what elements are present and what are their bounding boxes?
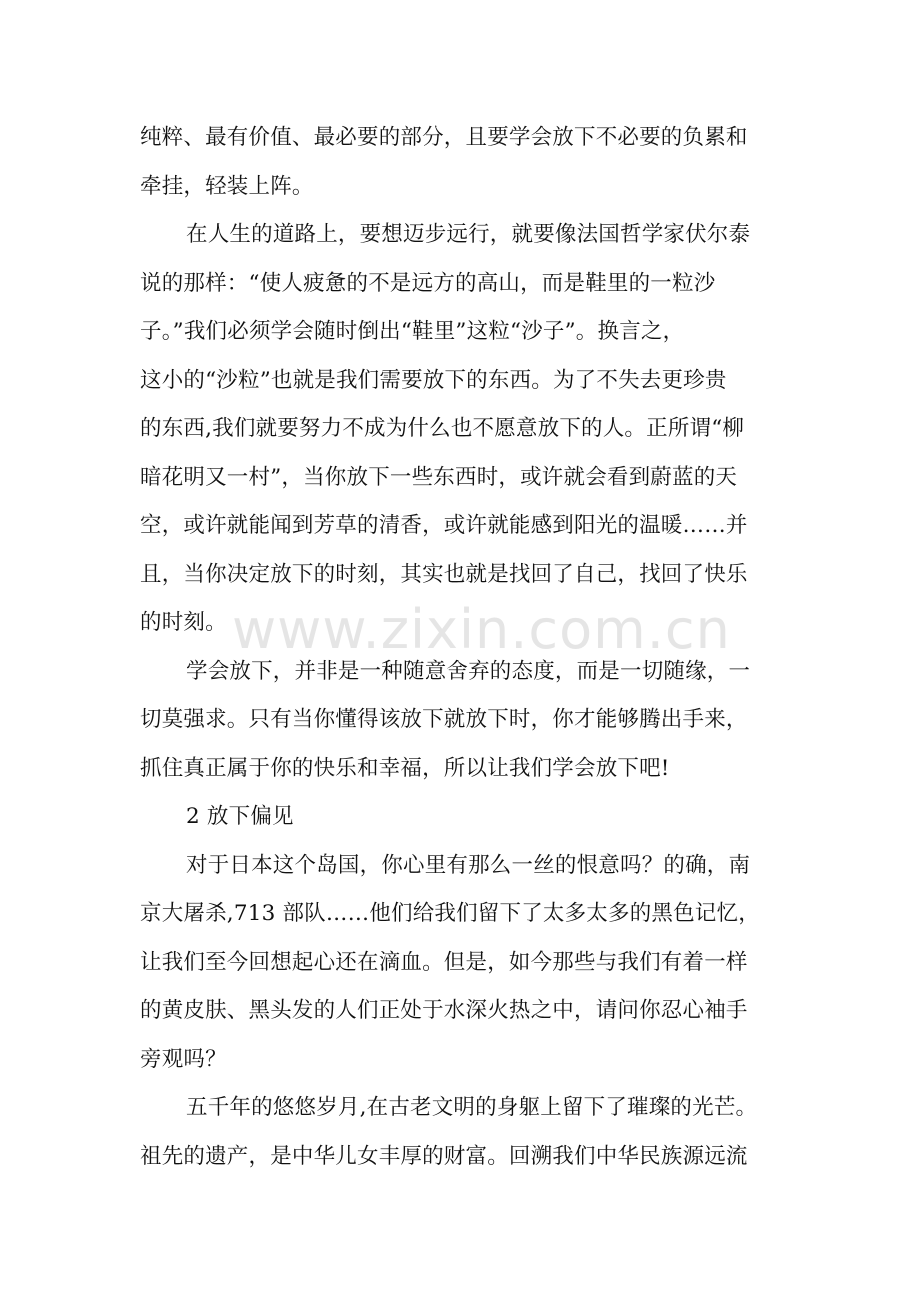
paragraph-5-line-1: 五千年的悠悠岁月,在古老文明的身躯上留下了璀璨的光芒。 xyxy=(186,1095,758,1120)
paragraph-2-line-4: 这小的“沙粒”也就是我们需要放下的东西。为了不失去更珍贵 xyxy=(140,367,727,393)
paragraph-2-line-8: 且，当你决定放下的时刻，其实也就是找回了自己，找回了快乐 xyxy=(140,561,748,587)
paragraph-2-line-6: 暗花明又一村”，当你放下一些东西时，或许就会看到蔚蓝的天 xyxy=(140,464,738,490)
paragraph-2-line-5: 的东西,我们就要努力不成为什么也不愿意放下的人。正所谓“柳 xyxy=(140,416,745,441)
paragraph-2-line-1: 在人生的道路上，要想迈步远行，就要像法国哲学家伏尔泰 xyxy=(186,222,751,247)
watermark-text: www.zixin.com.cn xyxy=(232,598,731,661)
text-line-2: 牵挂，轻装上阵。 xyxy=(140,173,314,199)
paragraph-2-line-3: 子。”我们必须学会随时倒出“鞋里”这粒“沙子”。换言之， xyxy=(140,319,685,344)
paragraph-2-line-7: 空，或许就能闻到芳草的清香，或许就能感到阳光的温暖……并 xyxy=(140,513,748,538)
document-body xyxy=(140,114,785,1181)
paragraph-2-line-2: 说的那样：“使人疲惫的不是远方的高山，而是鞋里的一粒沙 xyxy=(140,270,716,296)
paragraph-5-line-2: 祖先的遗产，是中华儿女丰厚的财富。回溯我们中华民族源远流 xyxy=(140,1143,748,1169)
paragraph-3-line-1: 学会放下，并非是一种随意舍弃的态度，而是一切随缘，一 xyxy=(186,658,751,684)
paragraph-4-line-2: 京大屠杀,713 部队……他们给我们留下了太多太多的黑色记忆， xyxy=(140,901,760,926)
paragraph-3-line-2: 切莫强求。只有当你懂得该放下就放下时，你才能够腾出手来， xyxy=(140,707,748,732)
paragraph-4-line-3: 让我们至今回想起心还在滴血。但是，如今那些与我们有着一样 xyxy=(140,949,748,975)
text-line-1: 纯粹、最有价值、最必要的部分，且要学会放下不必要的负累和 xyxy=(140,125,748,150)
paragraph-3-line-3: 抓住真正属于你的快乐和幸福，所以让我们学会放下吧! xyxy=(140,755,670,781)
paragraph-4-line-1: 对于日本这个岛国，你心里有那么一丝的恨意吗？的确，南 xyxy=(186,852,751,878)
section-heading: 2 放下偏见 xyxy=(186,804,294,829)
paragraph-2-line-9: 的时刻。 xyxy=(140,610,227,635)
paragraph-4-line-5: 旁观吗？ xyxy=(140,1046,227,1072)
paragraph-4-line-4: 的黄皮肤、黑头发的人们正处于水深火热之中，请问你忍心袖手 xyxy=(140,998,748,1023)
